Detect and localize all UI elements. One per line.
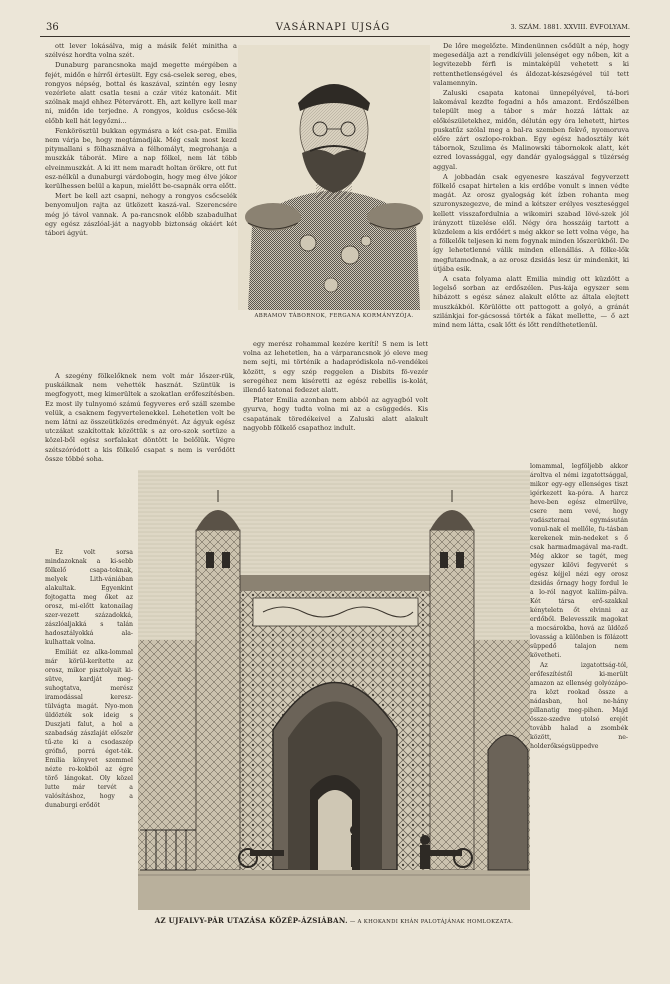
engraving-caption	[140, 916, 528, 925]
portrait-caption: ABRAMOV TÁBORNOK, FERGANA KORMÁNYZÓJA.	[254, 313, 414, 319]
left-column	[45, 42, 237, 239]
left-paragraph: Emiliát ez alka-lommal már körül-kerítette az orosz, mikor pisztolyait ki-sütve, kardját meg-suhogtatva, merész iramodással keresz-tülvágta magát. Nyo-mon üldözték sok ideig s Duszjati falut, a hol a szabadság zászlaját először tű-zte ki a csodaszép grófnő, porrá éget-ték. Emilia könyvet szemmel nézte ro-kokból az égre törő lángokat. Oly közel lutte már tervét a valósításhoz, hogy a dunaburgi erődöt	[45, 649, 133, 809]
left-column-narrow	[45, 372, 235, 465]
left-paragraph: Mert be kell azt csapni, nehogy a rongyos csőcselék benyomuljon rajta az ütközett kaszá-val. Szerencsére még jó távol vannak. A pa-rancsnok előbb szabadulhat egy egész zászlóal-ját a nagyobb biztonság okáért két tábori ágyút.	[45, 192, 237, 238]
middle-column	[243, 340, 428, 434]
header-rule	[40, 36, 630, 37]
right-paragraph: Az izgatottság-tól, erőfeszítéstől ki-merült amazon az ellenség golyózápo-ra közt rookad össze a nádasban, hol ne-hány pillanatig meg-pihen. Majd össze-szedve utolsó erejét tovább halad a zsombék között, ne-holderőkségsüppedve	[530, 662, 628, 750]
portrait-engraving	[238, 45, 430, 310]
issue-info: 3. SZÁM. 1881. XXVIII. ÉVFOLYAM.	[510, 23, 630, 31]
portrait-image	[238, 45, 430, 310]
engraving-caption-main: AZ UJFALVY-PÁR UTAZÁSA KÖZÉP-ÁZSIÁBAN.	[154, 916, 348, 925]
right-column-narrow	[530, 462, 628, 752]
palace-facade-engraving	[138, 470, 530, 910]
right-paragraph: De lőre megelőzte. Mindenünnen csődült a nép, hogy megesedálja azt a rendkívüli jelenséget egy nőben, kit a legvitezebb férfi is mintaképül vehetett s ki rettenthetlenségével és áldozat-készségével túl tett valamennyin.	[433, 42, 629, 87]
left-paragraph: A szegény fölkelőknek nem volt már lőszer-rük, puskáiknak nem vehették hasznát. Szüntük is megfogyott, meg kimerültek a szokatlan erőfeszítésben. Ez most ily tulnyomó számú fegyveres erő száll szembe velük, a csaknem fegyvertelenekkel. Lehetetlen volt be nem látni az összeütközés eredményét. Az ágyuk egész utczákat szakítottak közöttük s az oro-szok sortüze a közel-ből egész sorfalakat döntött le belőlük. Végre szétszóródott a kis fölkelő csapat s nem is verődött össze többé soha.	[45, 372, 235, 463]
right-paragraph: lomammal, legföljebb akkor ároltva el némi izgatottsággal, mikor egy-egy ellenséges tiszt igérkezett ka-póra. A harcz heve-ben egész elmerülve, csere nem vevé, hogy vadászteraai egymásután vonul-nak el mellőle, fu-tásban kerekenek min-nedeket s ő csak harmadmagával ma-radt. Még akkor se tagét, meg egyszer kilövi fegyverét s egész kéjjel nézi egy orosz dzsidás őrnagy hogy fordul le a lo-ról nagyot kaliim-pálva. Két társa erő-szakkal kényteletn őt elvinni az erdőből. Belevesszik magokat a mocsárokba, hová az üldöző lovasság a különben is fölázott süppedő talajon nem követheti.	[530, 463, 628, 659]
newspaper-title: VASÁRNAPI UJSÁG	[275, 22, 391, 33]
right-column	[433, 42, 629, 331]
left-column-narrow-2	[45, 548, 133, 811]
left-paragraph: Fenkörösztül bukkan egymásra a két csa-pat. Emilia nem várja be, hogy megtámadják. Még csak most kezd pitymallani s fölhasználva a félhomályt, megrohanja a muszkák táborát. Mire a nap fölkel, nem lát több elveinmuszkát. A ki itt nem maradt holtan örökre, ott fut esz-nélkül a dunaburgi várdobogin, hogy meg élve jókor kerülhessen belül a kapun, mielőtt be-csapnák orra előtt.	[45, 126, 237, 191]
left-paragraph: Ez volt sorsa mindazoknak a ki-sebb fölkelő csapa-toknak, melyek Lith-vániában alakultak. Egyenkint fojtogatta meg őket az orosz, mi-előtt katonailag szer-vezett századokká, zászlóaljakká s talán hadosztályokká ala-kulhattak volna.	[45, 549, 133, 646]
left-paragraph: ott lever lokásálva, mig a másik felét minitha a szélvész hordta volna szét.	[45, 42, 237, 60]
palace-image	[138, 470, 530, 910]
page-number: 36	[46, 22, 59, 33]
middle-paragraph: egy merész rohammal kezére kerítí! S nem is lett volna az lehetetlen, ha a várparancsnok jó eleve meg nem sejti, mi történik a hadapródiskola nö-vendékei között, s egy szép reggelen a Disbits fö-vezér seregéhez nem kiséretti az egész rebellis is-kolát, illendő katonai fedezet alatt.	[243, 340, 428, 395]
page-header	[36, 22, 630, 36]
right-paragraph: A csata folyama alatt Emilia mindig ott küzdött a legelső sorban az erdőszélen. Pus-kája egyszer sem hibázott s egész sánez alakult előtte az általa elejtett muszkákból. Körülötte ott pattogott a golyó, a gránát szilánkjai for-gácsossá törték a fákat mellette, — ő azt mind nem látta, csak lőtt és lőtt rendíthetetlenül.	[433, 275, 629, 330]
engraving-caption-sub: — A KHOKANDI KHÁN PALOTÁJÁNAK HOMLOKZATA.	[347, 919, 514, 925]
right-paragraph: A jobbadán csak egyenesre kaszával fegyverzett fölkelő csapat hirtelen a kis erdőbe vonult s innen védte magát. Az orosz gyalogság két ízben rohanta meg szuronyszegezve, de mind a kétszer erélyes veszteséggel kellett visszafordulnia a wikomiri szabad lövé-szek jól irányzott tüzelése elől. Négy óra hosszáig tartott a küzdelem a kis erdőért s még akkor se lett volna vége, ha a fölkelők teljesen ki nem fogynak minden lőszerükből. De így lehetetlenné válik minden ellenállás. A fölke-lők megfutamodnak, a az orosz dzsidás lesz úr mindenkit, ki útjába esik.	[433, 172, 629, 273]
middle-paragraph: Plater Emilia azonban nem abból az agyagból volt gyurva, hogy tudta volna mi az a csüggedés. Kis csapatának töredékeivel a Zaluski alatt alakult nagyobb fölkelő csapathoz indult.	[243, 396, 428, 432]
left-paragraph: Dunaburg parancsnoka majd megette mérgében a fejét, midőn e hírről értesült. Egy csá-cselek sereg, ebes, rongyos népség, bottal és kaszával, szintén egy lesny vezérlete alatt csatla tesni a czár vitéz katonáit. Mit szólnak majd ehhez Pétervárott. Eh, azt kellyre kell mar ni, midőn ide terjedne. A rongyos, koldus csőcse-lék előbb kell hát legyőzni...	[45, 61, 237, 125]
right-paragraph: Zaluski csapata katonai ünnepélyével, tá-bori lakomával kezdte fogadni a hős amazont. Erdőszélben települt meg a tábor s már hozzá láttak az előkészületekhez, midőn, délután egy óra lehetett, hirtes puskatűz szólal meg a bal-ra szemben fekvő, nyomoruva előre zárt oszlopo-rokban. Egy egész hadosztály két tábornok, Szulima és Malinowski tábornokok alatt, két ezred lovassággal, egy dandár gyalogsággal s tüzérség aggyal.	[433, 89, 629, 171]
